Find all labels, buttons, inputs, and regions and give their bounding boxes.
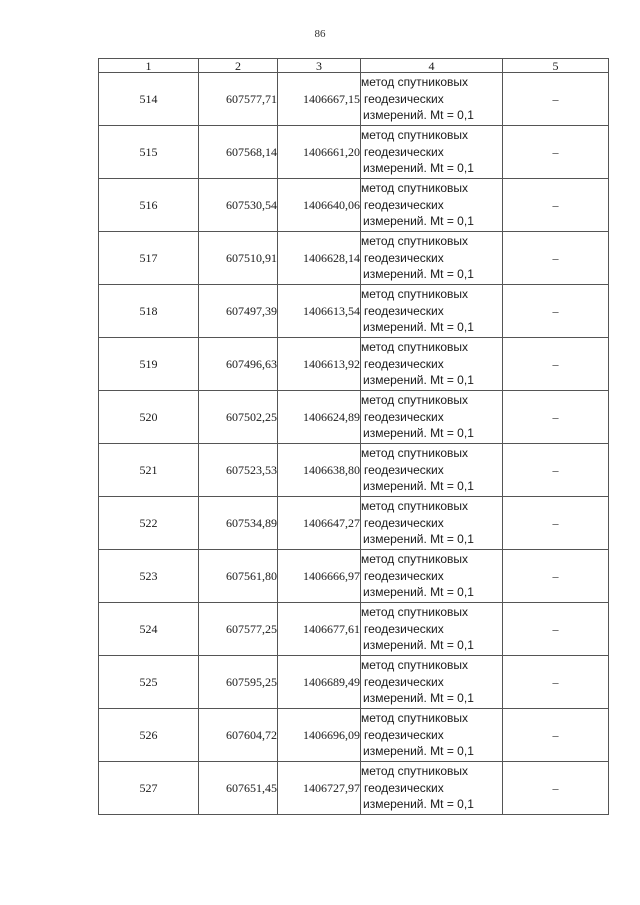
description-cell: – <box>503 762 609 815</box>
method-line-3: измерений. Mt = 0,1 <box>363 373 474 388</box>
method-line-3: измерений. Mt = 0,1 <box>363 320 474 335</box>
point-number-cell: 518 <box>99 285 199 338</box>
method-line-2: геодезических <box>364 727 444 742</box>
x-coordinate-cell: 607604,72 <box>199 709 278 762</box>
method-line-1: метод спутниковых <box>361 287 469 302</box>
method-line-2: геодезических <box>364 515 444 530</box>
point-number-cell: 521 <box>99 444 199 497</box>
method-line-1: метод спутниковых <box>361 552 469 567</box>
table-row <box>99 285 609 338</box>
column-header-1: 1 <box>99 59 199 73</box>
method-line-3: измерений. Mt = 0,1 <box>363 532 474 547</box>
method-line-3: измерений. Mt = 0,1 <box>363 214 474 229</box>
x-coordinate-cell: 607497,39 <box>199 285 278 338</box>
table-row <box>99 391 609 444</box>
method-cell <box>361 709 503 762</box>
method-line-3: измерений. Mt = 0,1 <box>363 691 474 706</box>
column-header-5: 5 <box>503 59 609 73</box>
description-cell: – <box>503 497 609 550</box>
description-cell: – <box>503 709 609 762</box>
y-coordinate-cell: 1406640,06 <box>278 179 361 232</box>
method-line-3: измерений. Mt = 0,1 <box>363 479 474 494</box>
method-line-1: метод спутниковых <box>361 446 469 461</box>
table-row <box>99 550 609 603</box>
method-line-1: метод спутниковых <box>361 75 469 90</box>
method-cell <box>361 232 503 285</box>
y-coordinate-cell: 1406689,49 <box>278 656 361 709</box>
x-coordinate-cell: 607568,14 <box>199 126 278 179</box>
method-line-1: метод спутниковых <box>361 658 469 673</box>
method-line-2: геодезических <box>364 780 444 795</box>
x-coordinate-cell: 607595,25 <box>199 656 278 709</box>
method-line-2: геодезических <box>364 674 444 689</box>
method-cell <box>361 126 503 179</box>
x-coordinate-cell: 607510,91 <box>199 232 278 285</box>
point-number-cell: 514 <box>99 73 199 126</box>
point-number-cell: 516 <box>99 179 199 232</box>
method-cell <box>361 762 503 815</box>
method-line-3: измерений. Mt = 0,1 <box>363 426 474 441</box>
table-row <box>99 126 609 179</box>
method-line-1: метод спутниковых <box>361 234 469 249</box>
point-number-cell: 522 <box>99 497 199 550</box>
table-row <box>99 338 609 391</box>
method-cell <box>361 73 503 126</box>
coordinates-table <box>98 58 609 815</box>
description-cell: – <box>503 444 609 497</box>
table-row <box>99 497 609 550</box>
method-line-3: измерений. Mt = 0,1 <box>363 108 474 123</box>
method-line-2: геодезических <box>364 197 444 212</box>
method-line-3: измерений. Mt = 0,1 <box>363 161 474 176</box>
y-coordinate-cell: 1406696,09 <box>278 709 361 762</box>
description-cell: – <box>503 285 609 338</box>
table-row <box>99 179 609 232</box>
x-coordinate-cell: 607530,54 <box>199 179 278 232</box>
point-number-cell: 523 <box>99 550 199 603</box>
point-number-cell: 524 <box>99 603 199 656</box>
method-line-2: геодезических <box>364 91 444 106</box>
x-coordinate-cell: 607577,25 <box>199 603 278 656</box>
page-number: 86 <box>314 28 326 40</box>
table-row <box>99 709 609 762</box>
description-cell: – <box>503 656 609 709</box>
method-line-3: измерений. Mt = 0,1 <box>363 585 474 600</box>
y-coordinate-cell: 1406677,61 <box>278 603 361 656</box>
method-line-3: измерений. Mt = 0,1 <box>363 744 474 759</box>
table-body <box>99 73 609 815</box>
y-coordinate-cell: 1406647,27 <box>278 497 361 550</box>
point-number-cell: 519 <box>99 338 199 391</box>
description-cell: – <box>503 179 609 232</box>
table-row <box>99 73 609 126</box>
method-cell <box>361 656 503 709</box>
method-line-2: геодезических <box>364 568 444 583</box>
method-line-1: метод спутниковых <box>361 711 469 726</box>
method-line-1: метод спутниковых <box>361 128 469 143</box>
method-line-1: метод спутниковых <box>361 393 469 408</box>
description-cell: – <box>503 338 609 391</box>
description-cell: – <box>503 603 609 656</box>
method-cell <box>361 285 503 338</box>
method-line-2: геодезических <box>364 356 444 371</box>
point-number-cell: 517 <box>99 232 199 285</box>
method-cell <box>361 550 503 603</box>
y-coordinate-cell: 1406628,14 <box>278 232 361 285</box>
method-line-3: измерений. Mt = 0,1 <box>363 797 474 812</box>
description-cell: – <box>503 73 609 126</box>
method-cell <box>361 497 503 550</box>
method-line-2: геодезических <box>364 462 444 477</box>
column-header-4: 4 <box>361 59 503 73</box>
y-coordinate-cell: 1406624,89 <box>278 391 361 444</box>
point-number-cell: 527 <box>99 762 199 815</box>
y-coordinate-cell: 1406661,20 <box>278 126 361 179</box>
y-coordinate-cell: 1406666,97 <box>278 550 361 603</box>
method-line-2: геодезических <box>364 303 444 318</box>
method-line-1: метод спутниковых <box>361 499 469 514</box>
method-line-1: метод спутниковых <box>361 181 469 196</box>
point-number-cell: 525 <box>99 656 199 709</box>
x-coordinate-cell: 607651,45 <box>199 762 278 815</box>
method-cell <box>361 391 503 444</box>
x-coordinate-cell: 607502,25 <box>199 391 278 444</box>
method-line-3: измерений. Mt = 0,1 <box>363 638 474 653</box>
point-number-cell: 520 <box>99 391 199 444</box>
method-line-2: геодезических <box>364 250 444 265</box>
method-line-2: геодезических <box>364 144 444 159</box>
x-coordinate-cell: 607523,53 <box>199 444 278 497</box>
table-header-row <box>99 59 609 73</box>
y-coordinate-cell: 1406667,15 <box>278 73 361 126</box>
column-header-2: 2 <box>199 59 278 73</box>
y-coordinate-cell: 1406613,54 <box>278 285 361 338</box>
description-cell: – <box>503 391 609 444</box>
method-cell <box>361 603 503 656</box>
x-coordinate-cell: 607577,71 <box>199 73 278 126</box>
method-line-2: геодезических <box>364 409 444 424</box>
column-header-3: 3 <box>278 59 361 73</box>
y-coordinate-cell: 1406613,92 <box>278 338 361 391</box>
method-line-1: метод спутниковых <box>361 605 469 620</box>
description-cell: – <box>503 232 609 285</box>
description-cell: – <box>503 126 609 179</box>
method-line-2: геодезических <box>364 621 444 636</box>
method-cell <box>361 179 503 232</box>
y-coordinate-cell: 1406727,97 <box>278 762 361 815</box>
description-cell: – <box>503 550 609 603</box>
y-coordinate-cell: 1406638,80 <box>278 444 361 497</box>
table-row <box>99 762 609 815</box>
table-row <box>99 656 609 709</box>
table-row <box>99 603 609 656</box>
point-number-cell: 515 <box>99 126 199 179</box>
method-cell <box>361 444 503 497</box>
x-coordinate-cell: 607561,80 <box>199 550 278 603</box>
point-number-cell: 526 <box>99 709 199 762</box>
table-row <box>99 444 609 497</box>
table-row <box>99 232 609 285</box>
method-line-1: метод спутниковых <box>361 340 469 355</box>
x-coordinate-cell: 607496,63 <box>199 338 278 391</box>
method-line-1: метод спутниковых <box>361 764 469 779</box>
x-coordinate-cell: 607534,89 <box>199 497 278 550</box>
method-cell <box>361 338 503 391</box>
method-line-3: измерений. Mt = 0,1 <box>363 267 474 282</box>
